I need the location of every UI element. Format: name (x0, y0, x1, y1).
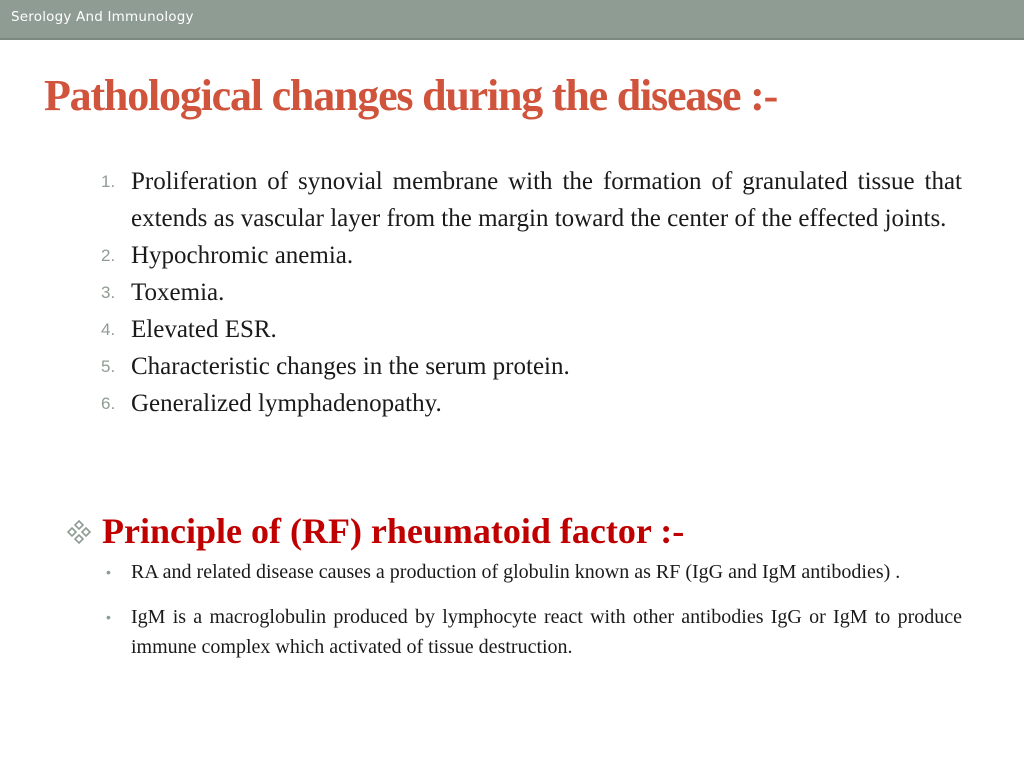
item-number: 4. (101, 320, 116, 339)
item-number: 5. (101, 357, 116, 376)
list-item (94, 385, 962, 422)
item-text: Hypochromic anemia. (131, 242, 354, 269)
item-text: Characteristic changes in the serum protein. (131, 353, 570, 380)
bullet-text: IgM is a macroglobulin produced by lymphocyte react with other antibodies IgG or IgM to produce immune complex which activated of tissue destruction. (131, 606, 962, 658)
list-item (94, 348, 962, 385)
header-bar (0, 0, 1024, 40)
item-number: 3. (101, 283, 116, 302)
page-title: Pathological changes during the disease :- (44, 71, 778, 120)
list-item (94, 274, 962, 311)
bullet-text: RA and related disease causes a production of globulin known as RF (IgG and IgM antibodies) . (131, 561, 901, 583)
list-item (106, 557, 962, 587)
bullet-marker: • (106, 609, 111, 625)
header-title: Serology And Immunology (11, 9, 194, 25)
bullet-list (106, 557, 962, 677)
list-item (94, 237, 962, 274)
item-text: Proliferation of synovial membrane with the formation of granulated tissue that extends as vascular layer from the margin toward the center of the effected joints. (131, 168, 962, 232)
diamond-bullet-icon (66, 519, 92, 545)
bullet-marker: • (106, 564, 111, 580)
section-title: Principle of (RF) rheumatoid factor :- (102, 511, 685, 551)
item-number: 1. (101, 172, 116, 191)
item-text: Generalized lymphadenopathy. (131, 390, 442, 417)
item-number: 6. (101, 394, 116, 413)
item-text: Elevated ESR. (131, 316, 277, 343)
item-text: Toxemia. (131, 279, 225, 306)
numbered-list (94, 163, 962, 422)
list-item (94, 163, 962, 237)
list-item (106, 602, 962, 662)
diamond-bullet-icon-graphic (66, 519, 92, 545)
item-number: 2. (101, 246, 116, 265)
section-heading (66, 505, 684, 557)
list-item (94, 311, 962, 348)
